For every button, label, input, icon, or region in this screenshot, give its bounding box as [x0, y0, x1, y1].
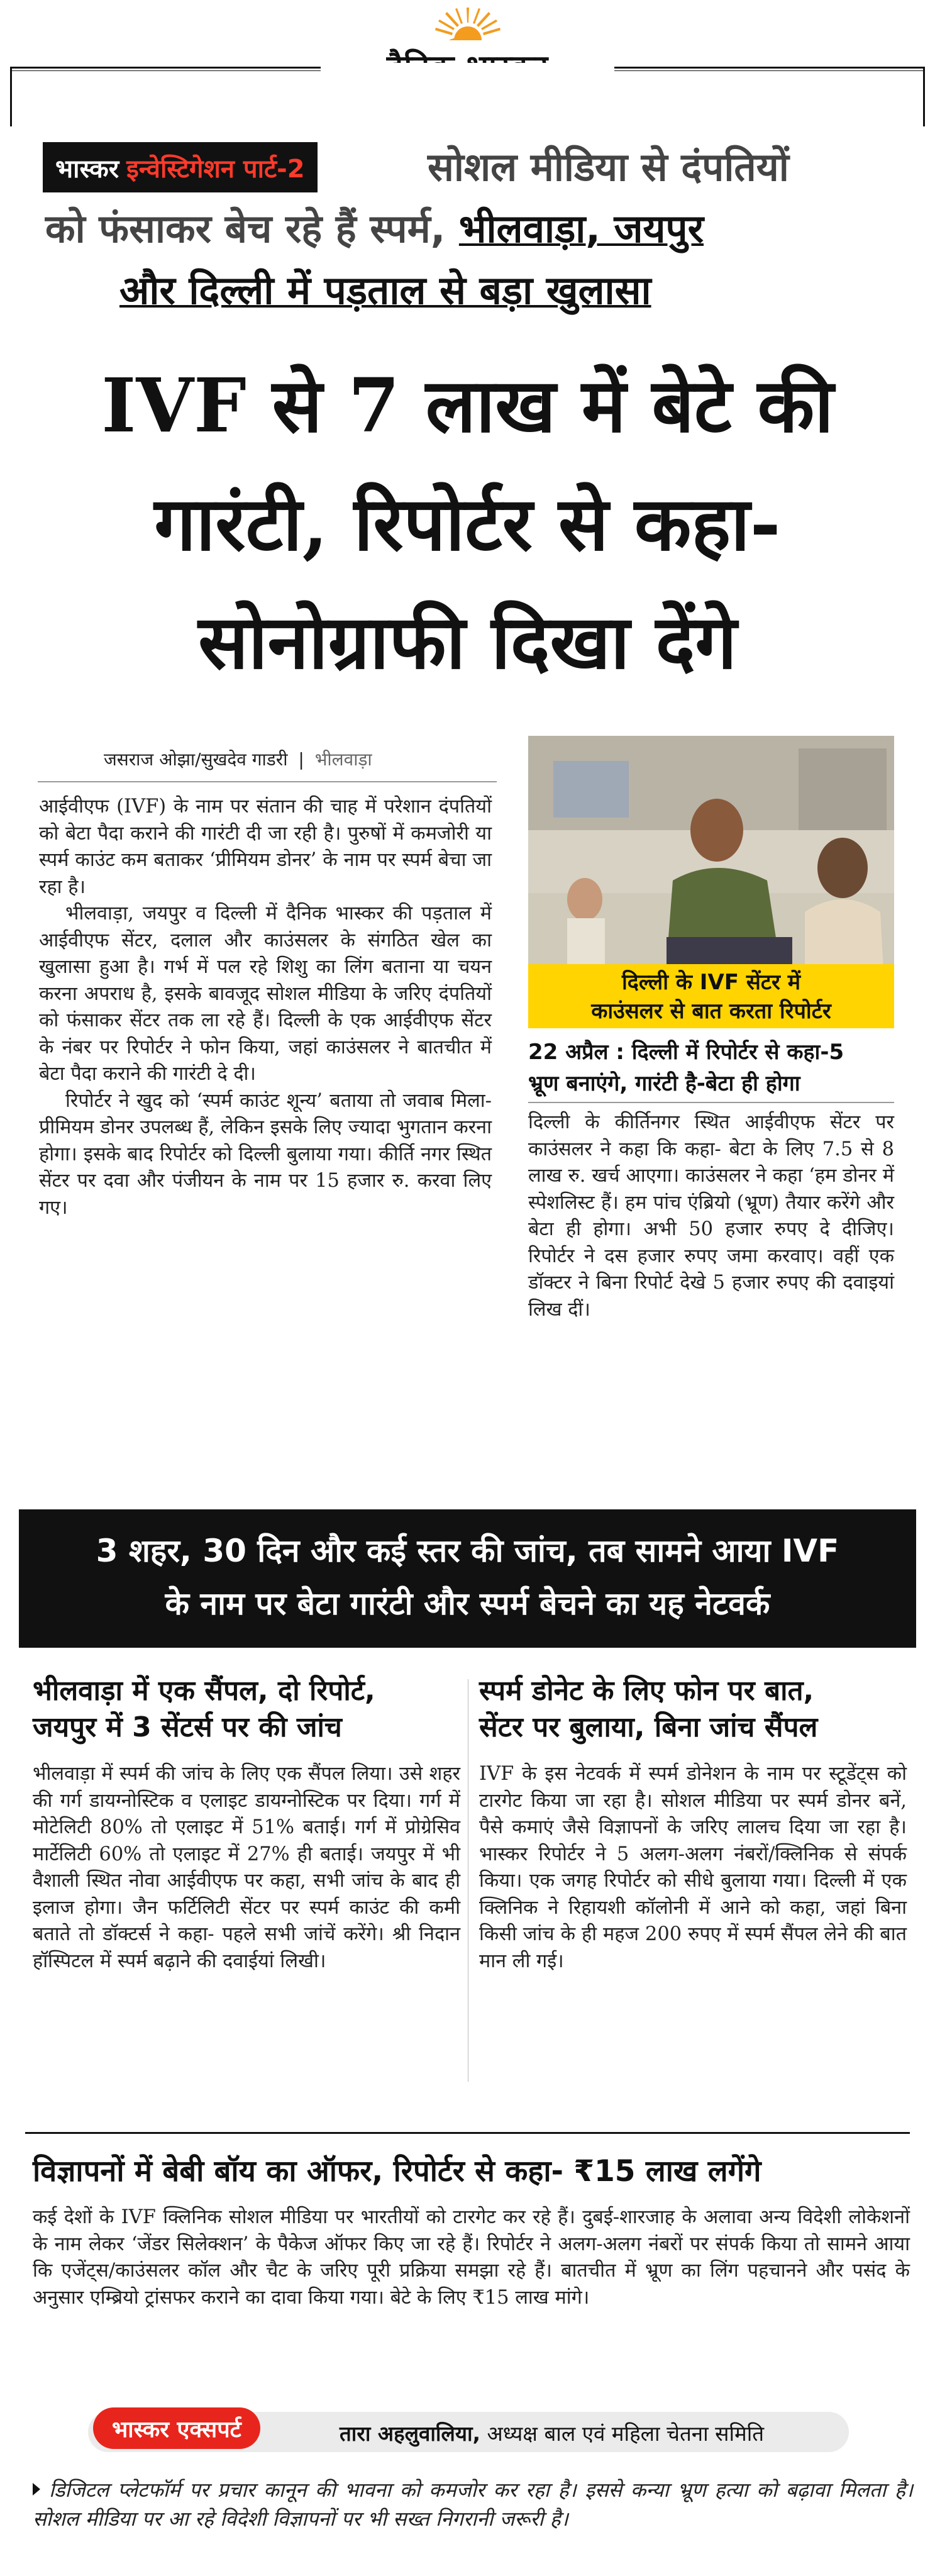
kicker-label-red: इन्वेस्टिगेशन पार्ट-2: [126, 154, 305, 184]
masthead-gap: [321, 63, 614, 119]
sun-logo-icon: [435, 8, 501, 40]
side-story-paragraph: दिल्ली के कीर्तिनगर स्थित आईवीएफ सेंटर पर काउंसलर ने कहा कि कहा- बेटा के लिए 7.5 से 8 लाख रु. खर्च आएगा। काउंसलर ने कहा ‘हम डोनर में स्पेशलिस्ट हैं। हम पांच एंब्रियो (भ्रूण) तैयार करेंगे और बेटा ही होगा। अभी 50 हजार रुपए दे दीजिए। रिपोर्टर ने दस हजार रुपए जमा करवाए। वहीं एक डॉक्टर ने बिना रिपोर्ट देखे 5 हजार रुपए की दवाइयां लिख दीं।: [528, 1111, 894, 1321]
kicker-line-3: [119, 263, 651, 316]
lead-paragraph-2: भीलवाड़ा, जयपुर व दिल्ली में दैनिक भास्कर की पड़ताल में आईवीएफ सेंटर, दलाल और काउंसलर के संगठित खेल का खुलासा हुआ है। गर्भ में पल रहे शिशु का लिंग बताना या चयन करना अपराध है, इसके बावजूद सोशल मीडिया के जरिए दंपतियों को फंसाकर सेंटर तक ला रहे हैं। दिल्ली के एक आईवीएफ सेंटर के नंबर पर रिपोर्टर ने फोन किया, जहां काउंसलर ने बातचीत में बेटा पैदा कराने की गारंटी दे दी।: [39, 902, 492, 1085]
kicker-label-black: भास्कर: [55, 154, 119, 184]
expert-attribution: [340, 2419, 764, 2447]
photo-caption: [528, 964, 894, 1028]
left-story-paragraph: भीलवाड़ा में स्पर्म की जांच के लिए एक सैंपल लिया। उसे शहर की गर्ग डायग्नोस्टिक व एलाइट डायग्नोस्टिक पर दिया। गर्ग में मोटेलिटी 80% तो एलाइट में 51% बताई। गर्ग में प्रोग्रेसिव मार्टेलिटी 60% तो एलाइट में 27% ही बताई। जयपुर में भी वैशाली स्थित नोवा आईवीएफ पर कहा, सभी जांच के बाद ही इलाज होगा। जैन फर्टिलिटी सेंटर पर स्पर्म काउंट की कमी बताते तो डॉक्टर्स ने कहा- पहले सभी जांचें करेंगे। श्री निदान हॉस्पिटल में स्पर्म बढ़ाने की दवाईयां लिखी।: [33, 1763, 460, 1972]
kicker-line-3-text: और दिल्ली में पड़ताल से बड़ा खुलासा: [119, 267, 651, 313]
bottom-story-body: [33, 2204, 910, 2311]
section-rule: [25, 2132, 910, 2134]
right-story-body: [479, 1761, 907, 1975]
kicker-label: [43, 142, 318, 192]
side-story-rule: [528, 1102, 894, 1103]
kicker-line-2-underlined: भीलवाड़ा, जयपुर: [458, 206, 704, 252]
headline-line-2: गारंटी, रिपोर्टर से कहा-: [154, 480, 781, 567]
right-story-paragraph: IVF के इस नेटवर्क में स्पर्म डोनेशन के नाम पर स्टूडेंट्स को टारगेट किया जा रहा है। सोशल मीडिया पर स्पर्म डोनर बनें, पैसे कमाएं जैसे विज्ञापनों के जरिए लालच दिया जा रहा है। भास्कर रिपोर्टर ने 5 अलग-अलग नंबरों/क्लिनिक से संपर्क किया। एक जगह रिपोर्टर को सीधे बुलाया गया। दिल्ली में एक क्लिनिक ने रिहायशी कॉलोनी में आने को कहा, जहां बिना किसी जांच के ही महज 200 रुपए में स्पर्म सैंपल लेने की बात मान ली गई।: [479, 1763, 907, 1972]
left-story-headline: [33, 1673, 460, 1746]
left-story-headline-line-2: जयपुर में 3 सेंटर्स पर की जांच: [33, 1711, 342, 1743]
left-story-body: [33, 1761, 460, 1975]
kicker-line-1: सोशल मीडिया से दंपतियों: [428, 144, 789, 190]
photo-caption-line-2: काउंसलर से बात करता रिपोर्टर: [591, 999, 831, 1024]
side-story-headline-line-2: भ्रूण बनाएंगे, गारंटी है-बेटा ही होगा: [528, 1071, 800, 1096]
summary-banner-line-2: के नाम पर बेटा गारंटी और स्पर्म बेचने का यह नेटवर्क: [165, 1585, 770, 1622]
summary-banner: [19, 1509, 916, 1648]
byline-city: भीलवाड़ा: [314, 749, 372, 770]
frame-left: [10, 67, 12, 126]
frame-right: [923, 67, 925, 126]
byline: जसराज ओझा/सुखदेव गाडरी | भीलवाड़ा: [104, 749, 372, 770]
summary-banner-line-1: 3 शहर, 30 दिन और कई स्तर की जांच, तब सामने आया IVF: [96, 1533, 839, 1569]
lead-paragraph-1: आईवीएफ (IVF) के नाम पर संतान की चाह में परेशान दंपतियों को बेटा पैदा कराने की गारंटी दी जा रही है। पुरुषों में कमजोरी या स्पर्म काउंट कम बताकर ‘प्रीमियम डोनर’ के नाम पर स्पर्म बेचा जा रहा है।: [39, 796, 492, 898]
left-story-headline-line-1: भीलवाड़ा में एक सैंपल, दो रिपोर्ट,: [33, 1675, 375, 1707]
headline-line-3: सोनोग्राफी दिखा देंगे: [198, 598, 737, 686]
byline-authors: जसराज ओझा/सुखदेव गाडरी: [104, 749, 288, 770]
side-story-headline-line-1: 22 अप्रैल : दिल्ली में रिपोर्टर से कहा-5: [528, 1040, 844, 1065]
side-story-headline: [528, 1036, 905, 1099]
expert-name: तारा अहलुवालिया,: [340, 2421, 481, 2446]
bottom-story-headline: विज्ञापनों में बेबी बॉय का ऑफर, रिपोर्टर से कहा- ₹15 लाख लगेंगे: [33, 2154, 761, 2189]
right-story-headline-line-2: सेंटर पर बुलाया, बिना जांच सैंपल: [479, 1711, 818, 1743]
bottom-story-paragraph: कई देशों के IVF क्लिनिक सोशल मीडिया पर भारतीयों को टारगेट कर रहे हैं। दुबई-शारजाह के अलावा अन्य विदेशी लोकेशनों के नाम लेकर ‘जेंडर सिलेक्शन’ के पैकेज ऑफर किए जा रहे हैं। रिपोर्टर ने अलग-अलग नंबरों पर संपर्क किया तो सामने आया कि एजेंट्स/काउंसलर कॉल और चैट के जरिए पूरी प्रक्रिया समझा रहे हैं। बातचीत में भ्रूण का लिंग पहचानने और पसंद के अनुसार एम्ब्रियो ट्रांसफर कराने का दावा किया गया। बेटे के लिए ₹15 लाख मांगे।: [33, 2206, 910, 2309]
lead-article: [39, 794, 492, 1221]
photo-caption-line-1: दिल्ली के IVF सेंटर में: [621, 970, 801, 995]
side-story-body: [528, 1109, 894, 1323]
lead-paragraph-3: रिपोर्टर ने खुद को ‘स्पर्म काउंट शून्य’ बताया तो जवाब मिला-प्रीमियम डोनर उपलब्ध हैं, लेकिन इसके लिए ज्यादा भुगतान करना होगा। इसके बाद रिपोर्टर को दिल्ली बुलाया गया। कीर्ति नगर स्थित सेंटर पर दवा और पंजीयन के नाम पर 15 हजार रु. करवा लिए गए।: [39, 1089, 492, 1219]
kicker-line-2: [45, 201, 704, 254]
headline-line-1: IVF से 7 लाख में बेटे की: [101, 362, 834, 449]
byline-rule: [38, 781, 497, 782]
right-story-headline: [479, 1673, 907, 1746]
expert-role: अध्यक्ष बाल एवं महिला चेतना समिति: [487, 2421, 765, 2446]
expert-tag: भास्कर एक्सपर्ट: [93, 2407, 260, 2449]
kicker-line-2-plain: को फंसाकर बेच रहे हैं स्पर्म,: [45, 206, 446, 252]
expert-quote: डिजिटल प्लेटफॉर्म पर प्रचार कानून की भावना को कमजोर कर रहा है। इससे कन्या भ्रूण हत्या को बढ़ावा मिलता है। सोशल मीडिया पर आ रहे विदेशी विज्ञापनों पर भी सख्त निगरानी जरूरी है।: [33, 2478, 913, 2531]
right-story-headline-line-1: स्पर्म डोनेट के लिए फोन पर बात,: [479, 1675, 814, 1707]
